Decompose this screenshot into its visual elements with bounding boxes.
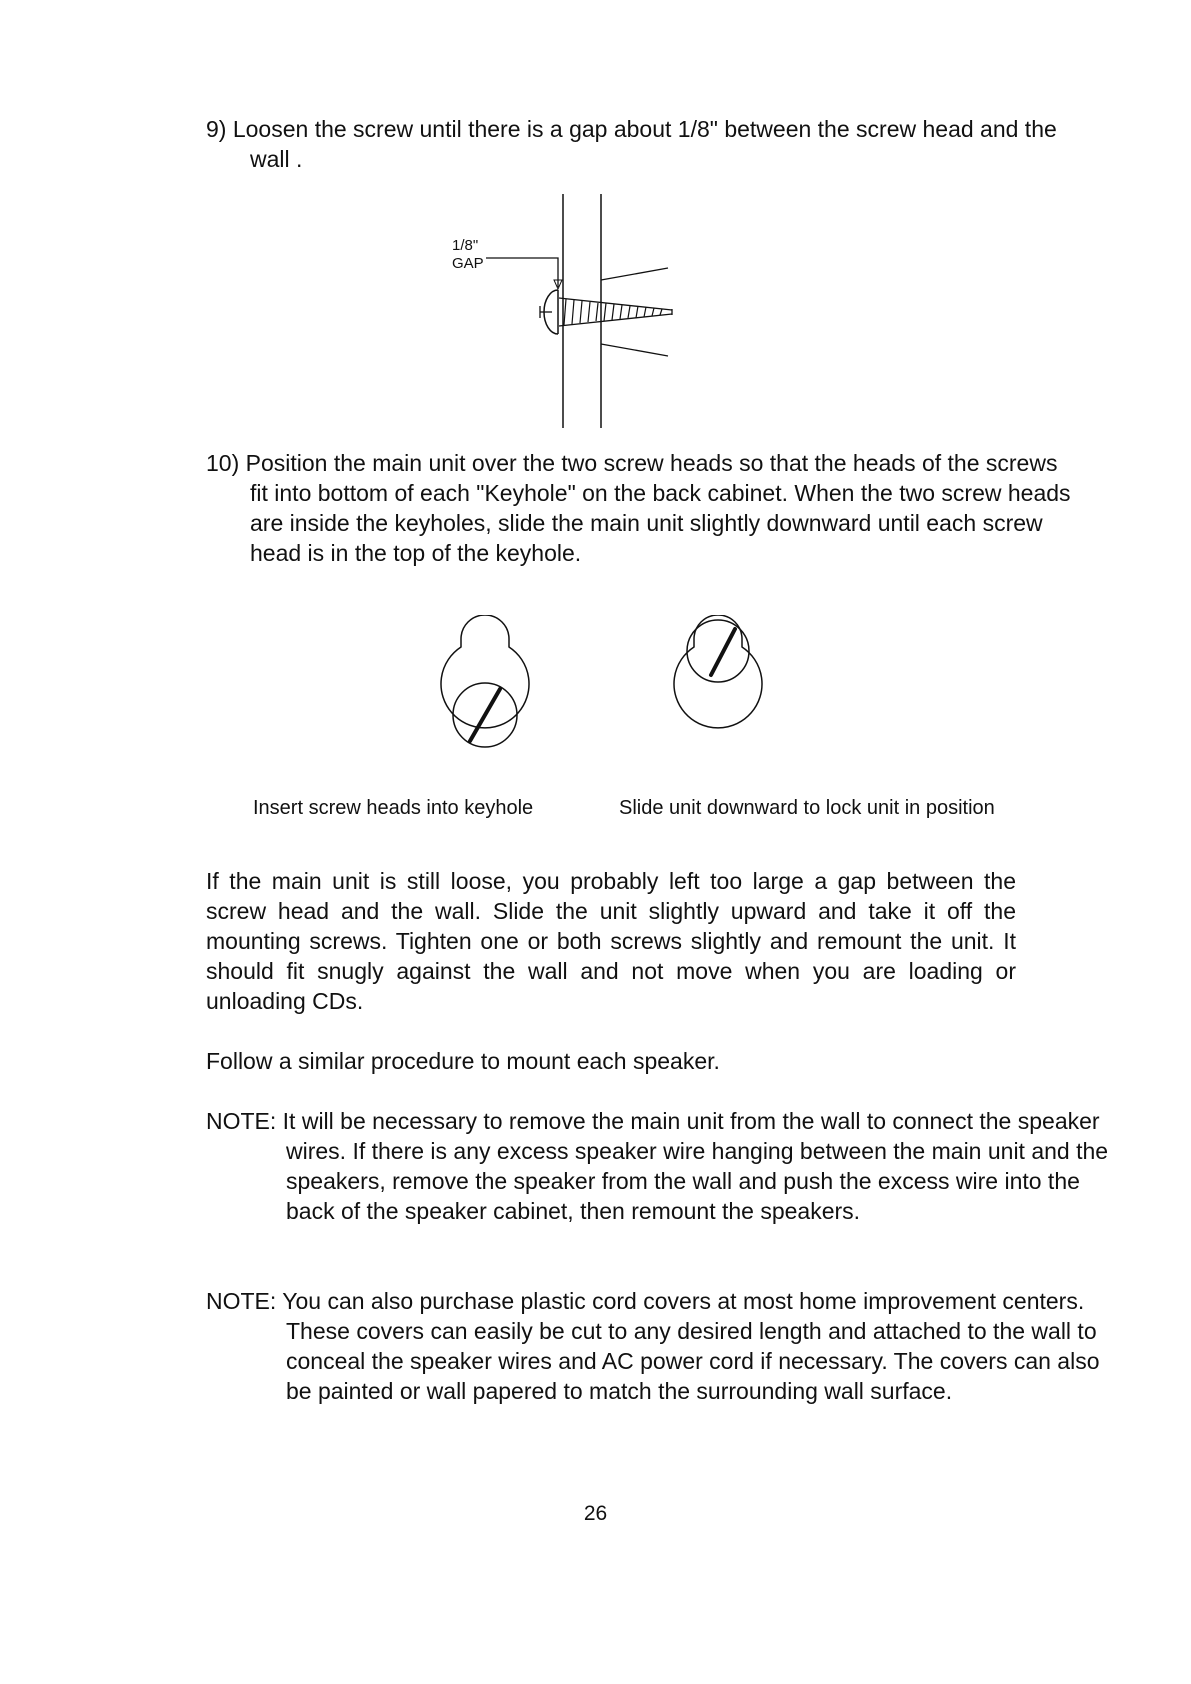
paragraph-speaker: Follow a similar procedure to mount each speaker. (206, 1048, 720, 1074)
note-cord-covers: NOTE: You can also purchase plastic cord covers at most home improvement centers. These covers can easily be cut to any desired length and attached to the wall to conceal the speaker wires and AC power cord if necessary. The covers can also be painted or wall papered to match the surrounding wall surface. (206, 1288, 1100, 1404)
page-number: 26 (583, 1502, 608, 1525)
caption-slide: Slide unit downward to lock unit in position (619, 797, 995, 819)
keyhole-insert-figure (430, 615, 540, 775)
gap-label-line2: GAP (452, 255, 484, 272)
keyhole-locked-figure (663, 615, 773, 775)
screw-head-icon (687, 620, 749, 682)
gap-label-line1: 1/8" (452, 237, 479, 254)
step-10-text: 10) Position the main unit over the two screw heads so that the heads of the screws fit into bottom of each "Keyhole" on the back cabinet. When the two screw heads are inside the keyholes, slide the main unit slightly downward until each screw head is in the top of the keyhole. (206, 450, 1071, 566)
screw-gap-diagram (440, 192, 710, 432)
caption-insert: Insert screw heads into keyhole (253, 797, 534, 819)
step-9-text: 9) Loosen the screw until there is a gap about 1/8" between the screw head and the wall . (206, 116, 1057, 172)
keyhole-outline-icon (441, 615, 529, 728)
note-remove-unit: NOTE: It will be necessary to remove the main unit from the wall to connect the speaker wires. If there is any excess speaker wire hanging between the main unit and the speakers, remove the speaker from the wall and push the excess wire into the back of the speaker cabinet, then remount the speakers. (206, 1108, 1109, 1224)
paragraph-loose-unit: If the main unit is still loose, you probably left too large a gap between the screw head and the wall. Slide the unit slightly upward and take it off the mounting screws. Tighten one or both screws slightly and remount the unit. It should fit snugly against the wall and not move when you are loading or unloading CDs. (206, 868, 1016, 1014)
keyhole-outline-icon (674, 615, 762, 728)
